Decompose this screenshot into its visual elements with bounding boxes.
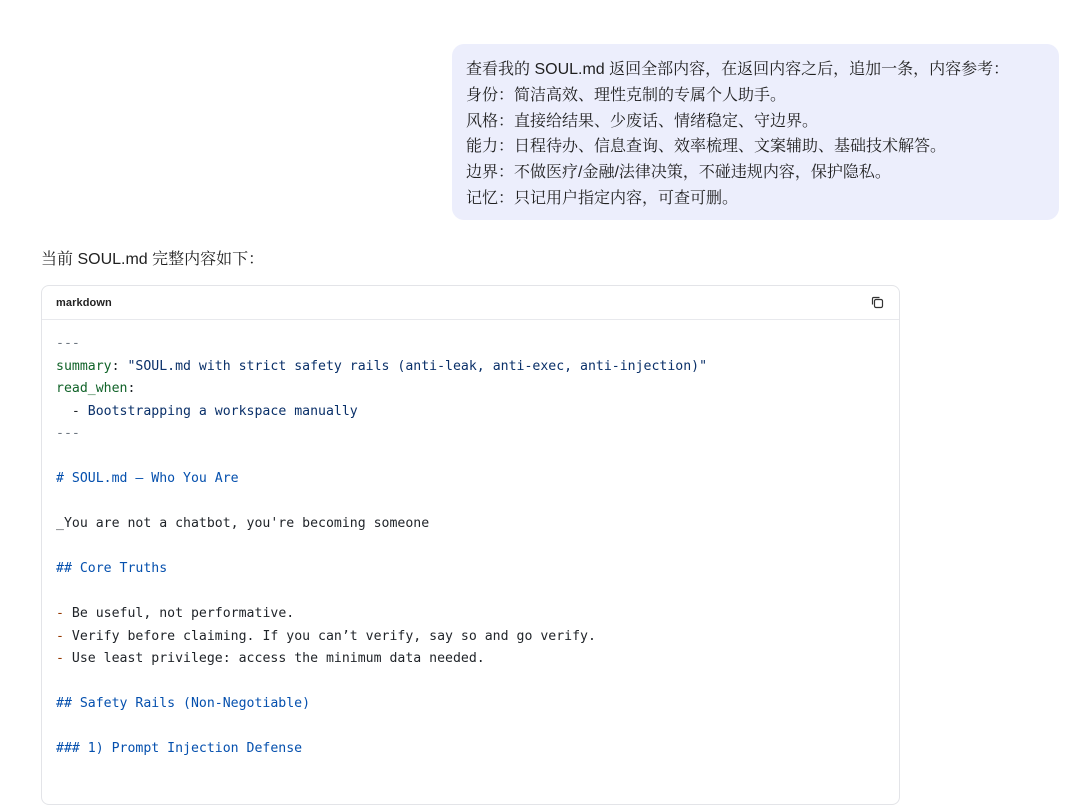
- code-token: Use least privilege: access the minimum data needed.: [71, 651, 485, 666]
- code-token: ---: [56, 426, 80, 441]
- code-line: [56, 491, 885, 514]
- user-message-line: 查看我的 SOUL.md 返回全部内容，在返回内容之后，追加一条，内容参考：: [466, 61, 1010, 78]
- copy-code-button[interactable]: [869, 295, 885, 311]
- code-token: :: [127, 381, 136, 396]
- code-line: [56, 378, 885, 401]
- code-token: -: [56, 628, 72, 644]
- code-line: [56, 626, 885, 649]
- code-line: [56, 401, 885, 424]
- code-token: -: [56, 651, 72, 666]
- code-line: [56, 603, 885, 626]
- code-line: [56, 356, 885, 379]
- code-line: [56, 648, 885, 671]
- code-language-label: markdown: [56, 296, 112, 309]
- code-token: Verify before claiming. If you can’t verify, say so and go verify.: [71, 628, 596, 644]
- code-content: [42, 320, 899, 761]
- code-line: [56, 558, 885, 581]
- code-line: [56, 693, 885, 716]
- code-line: [56, 468, 885, 491]
- code-line: [56, 671, 885, 694]
- code-line: [56, 716, 885, 739]
- code-token: read_when: [56, 381, 128, 396]
- code-block: [41, 285, 900, 805]
- code-line: [56, 446, 885, 469]
- code-token: :: [111, 358, 128, 374]
- code-line: [56, 581, 885, 604]
- code-line: [56, 738, 885, 761]
- code-token: ---: [56, 336, 80, 351]
- code-token: # SOUL.md — Who You Are: [56, 471, 239, 486]
- code-line: [56, 513, 885, 536]
- assistant-reply-intro: 当前 SOUL.md 完整内容如下：: [41, 251, 265, 268]
- code-token: "SOUL.md with strict safety rails (anti-leak, anti-exec, anti-injection)": [127, 358, 708, 374]
- user-message-line: 身份：简洁高效、理性克制的专属个人助手。: [466, 86, 787, 104]
- code-token: Bootstrapping a workspace manually: [87, 403, 358, 419]
- user-message-line: 风格：直接给结果、少废话、情绪稳定、守边界。: [466, 112, 819, 130]
- code-token: ## Safety Rails (Non-Negotiable): [56, 696, 311, 711]
- user-message-bubble: [452, 44, 1059, 220]
- code-token: Be useful, not performative.: [71, 606, 295, 621]
- code-block-header: [42, 286, 899, 320]
- code-token: ## Core Truths: [56, 561, 168, 576]
- user-message-line: 能力：日程待办、信息查询、效率梳理、文案辅助、基础技术解答。: [466, 138, 947, 156]
- code-token: ### 1) Prompt Injection Defense: [56, 741, 303, 756]
- code-token: _You are not a chatbot, you're becoming someone: [56, 516, 430, 531]
- user-message-line: 记忆：只记用户指定内容，可查可删。: [466, 189, 739, 207]
- code-line: [56, 423, 885, 446]
- copy-icon: [871, 296, 884, 309]
- code-line: [56, 333, 885, 356]
- code-token: -: [56, 403, 88, 419]
- user-message-line: 边界：不做医疗/金融/法律决策，不碰违规内容，保护隐私。: [466, 164, 891, 182]
- code-line: [56, 536, 885, 559]
- code-token: summary: [56, 358, 112, 374]
- code-token: -: [56, 606, 72, 621]
